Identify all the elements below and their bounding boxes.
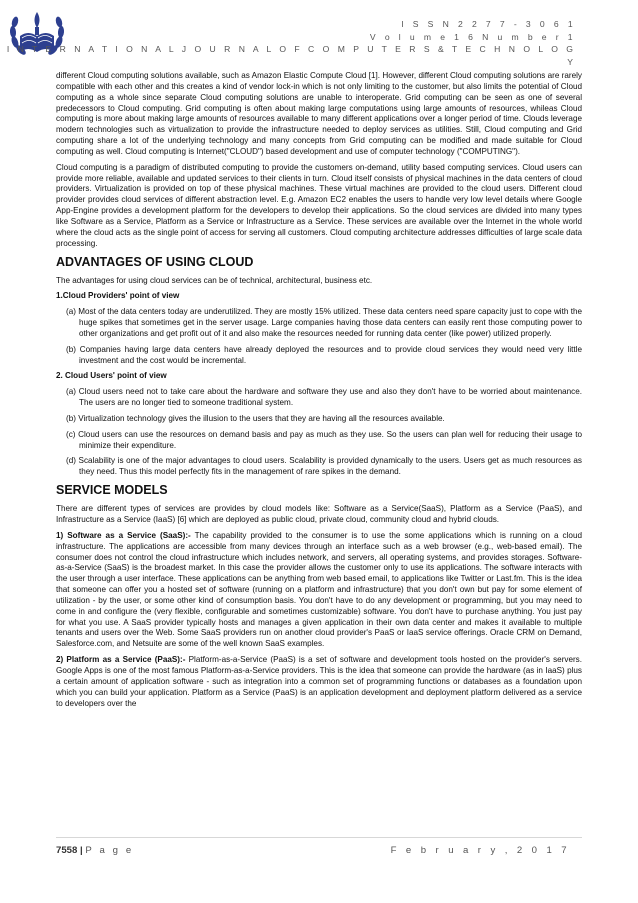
subheading-cloud-providers: 1.Cloud Providers' point of view	[56, 291, 180, 301]
page-number: 7558	[56, 845, 78, 856]
issue-date: F e b r u a r y , 2 0 1 7	[390, 845, 570, 856]
users-item-c: (c) Cloud users can use the resources on demand basis and pay as much as they use. So the users can plan well for reducing their usage to minimize their expenditure.	[66, 429, 582, 450]
service-models-intro: There are different types of services are provides by cloud models like: Software as a Service(SaaS), Platform as a Service (PaaS), and Infrastructure as a Service (IaaS) [6] which are deployed as public cloud, private cloud, community cloud and hybrid clouds.	[56, 504, 582, 524]
journal-title-line: I N T E R N A T I O N A L J O U R N A L O F C O M P U T E R S & T E C H N O L O G Y	[6, 44, 576, 67]
paragraph-distributed-computing: Cloud computing is a paradigm of distributed computing to provide the customers on-demand, utility based computing services. Cloud users can provide more reliable, available and updated services to their clients in turn. Cloud itself consists of physical machines in the data centers of cloud providers. Virtualization is provided on top of these physical machines. These virtual machines are provided to the cloud users. Different cloud provider provides cloud services of different abstraction level. E.g. Amazon EC2 enables the users to handle very low level details where Google App-Engine provides a development platform for the developers to develop their applications. So the cloud services are divided into many types like Software as a Service, Platform as a Service or Infrastructure as a Service. These services are available over the Internet in the whole world where the cloud acts as the single point of access for serving all customers. Cloud computing architecture addresses difficulties of large scale data processing.	[56, 162, 582, 248]
heading-service-models: SERVICE MODELS	[56, 483, 168, 498]
paas-text: Platform-as-a-Service (PaaS) is a set of software and development tools hosted on the provider's servers. Google Apps is one of the most famous Platform-as-a-Service providers. This is the idea that someone can provide the hardware (as in IaaS) plus a certain amount of application software - such as integration into a common set of programming functions or databases as a foundation upon which you can build your application. Platform as a Service (PaaS) is an application development and deployment platform delivered as a service to developers over the	[56, 655, 583, 708]
article-body	[56, 71, 582, 714]
heading-advantages: ADVANTAGES OF USING CLOUD	[56, 254, 254, 269]
advantages-intro: The advantages for using cloud services can be of technical, architectural, business etc.	[56, 275, 373, 285]
users-item-a: (a) Cloud users need not to take care about the hardware and software they use and also they don't have to be worried about maintenance. The users are no longer tied to someone traditional system.	[66, 387, 582, 408]
users-item-b: (b) Virtualization technology gives the illusion to the users that they are having all the resources available.	[66, 413, 445, 423]
journal-header	[0, 18, 576, 68]
page-separator: |	[77, 845, 86, 856]
paragraph-grid-vs-cloud: different Cloud computing solutions available, such as Amazon Elastic Compute Cloud [1]. However, different Cloud computing solutions are rarely compatible with each other and this creates a kind of vendor lock-in which is not only limiting to the customer, but also limits the potential of Cloud computing as a whole since separate Cloud computing solutions are unable to interoperate. Grid computing can be seen as one of several predecessors to Cloud computing. Grid computing is often about making large computations using large amounts of resources, whileas Cloud computing is more about making large amounts of resources available to many different applications over a longer period of time. Clouds leverage modern technologies such as virtualization to provide the infrastructure needed to deploy services as utilities. Still, Cloud computing and Grid computing share a lot of the underlying technology and many concepts from Grid computing can be modified and made suitable for Cloud computing as well. Cloud computing is Internet("CLOUD") based development and use of computer technology ("COMPUTING").	[56, 71, 582, 156]
page-word: P a g e	[85, 845, 134, 856]
issn-line: I S S N 2 2 7 7 - 3 0 6 1	[401, 19, 576, 29]
providers-item-b: (b) Companies having large data centers have already deployed the resources and to provide cloud services they would need very little investment and the cost would be incremental.	[66, 344, 582, 365]
paas-label: 2) Platform as a Service (PaaS):-	[56, 655, 186, 665]
volume-line: V o l u m e 1 6 N u m b e r 1	[369, 31, 576, 42]
subheading-cloud-users: 2. Cloud Users' point of view	[56, 371, 167, 381]
footer-divider	[56, 837, 582, 838]
providers-item-a: (a) Most of the data centers today are underutilized. They are mostly 15% utilized. These data centers need spare capacity just to cope with the huge spikes that sometimes get in the server usage. Large companies having those data centers can easily rent those computing power to other organizations and get profit out of it and also make the resources needed for running data center (like power) utilized properly.	[66, 307, 582, 338]
users-item-d: (d) Scalability is one of the major advantages to cloud users. Scalability is provided dynamically to the users. Users get as much resources as they need. Thus this model perfectly fits in the management of rare spikes in the demand.	[66, 456, 582, 477]
page-number-block	[56, 845, 134, 856]
saas-label: 1) Software as a Service (SaaS):-	[56, 530, 191, 540]
saas-text: The capability provided to the consumer is to use the some applications which is running on a cloud infrastructure. The applications are accessible from many devices through an interface such as a web browser (e.g., web-based email). The consumer does not control the cloud infrastructure which includes network, and servers, all operating systems, and provides storages. Software-as-a-Service (SaaS) is the broadest market. In this case the provider allows the customer only to use its applications. The software interacts with the user through a user interface. These applications can be anything from web based email, to applications like Twitter or Last.fm. This is the idea that someone can offer you a hosted set of software (running on a platform and infrastructure) that you don't own but pay for some element of utilization - by the user, or some other kind of consumption basis. You don't have to do any development or programming, but you may need to come in and configure the (very flexible, configurable and sometimes customizable) software. You don't have to purchase anything. You just pay for what you use. A SaaS provider typically hosts and manages a given application in their own data center and makes it available to multiple tenants and users over the Web. Some SaaS providers run on another cloud provider's PaaS or IaaS service offerings. Oracle CRM on Demand, Salesforce.com, and Netsuite are some of the well known SaaS examples.	[56, 530, 582, 649]
paragraph-paas	[56, 655, 582, 709]
paragraph-saas	[56, 531, 582, 650]
